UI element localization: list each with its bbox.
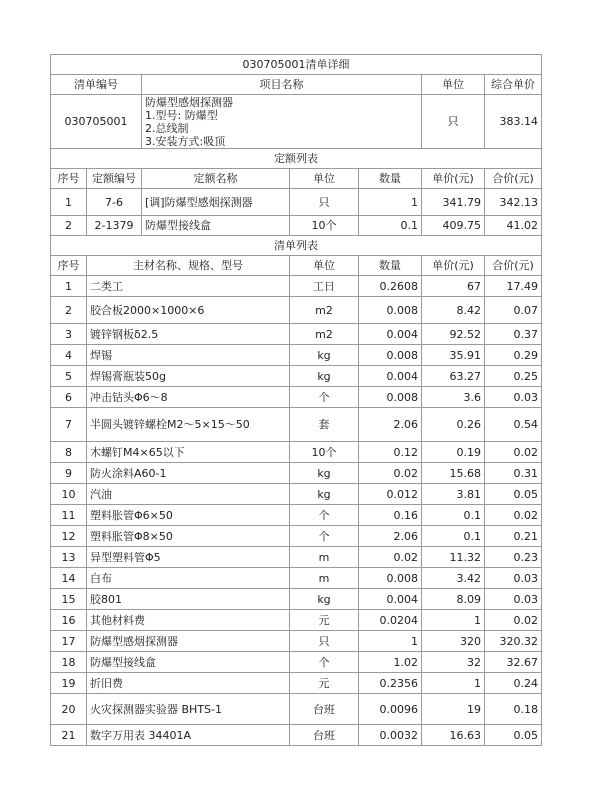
bill-code-header: 清单编号: [51, 75, 142, 95]
material-total: 0.03: [485, 387, 542, 408]
material-total: 0.21: [485, 526, 542, 547]
material-total: 0.54: [485, 408, 542, 442]
bill-name-header: 项目名称: [142, 75, 422, 95]
material-unit-price: 19: [422, 694, 485, 725]
material-unit-price: 0.19: [422, 442, 485, 463]
material-unit-price: 67: [422, 276, 485, 297]
material-unit: kg: [290, 484, 359, 505]
material-qty: 0.004: [359, 324, 422, 345]
material-no: 18: [51, 652, 87, 673]
material-qty: 1: [359, 631, 422, 652]
material-no: 15: [51, 589, 87, 610]
material-unit: 台班: [290, 725, 359, 746]
material-qty: 1.02: [359, 652, 422, 673]
material-name: 木螺钉M4×65以下: [87, 442, 290, 463]
material-total: 0.18: [485, 694, 542, 725]
material-name: 塑料胀管Φ6×50: [87, 505, 290, 526]
material-unit-price: 11.32: [422, 547, 485, 568]
material-unit-price: 1: [422, 673, 485, 694]
material-total: 32.67: [485, 652, 542, 673]
material-no: 2: [51, 297, 87, 324]
material-name: 白布: [87, 568, 290, 589]
material-row: [51, 366, 542, 387]
material-unit: 10个: [290, 442, 359, 463]
quota-unit-header: 单位: [290, 169, 359, 189]
material-row: [51, 463, 542, 484]
quota-unit-price-header: 单价(元): [422, 169, 485, 189]
material-name: 冲击钻头Φ6～8: [87, 387, 290, 408]
material-qty: 2.06: [359, 408, 422, 442]
material-unit-price: 63.27: [422, 366, 485, 387]
quota-code: 7-6: [87, 189, 142, 216]
material-no: 21: [51, 725, 87, 746]
bill-name-line: 3.安装方式:吸顶: [145, 135, 226, 148]
quota-total: 342.13: [485, 189, 542, 216]
material-row: [51, 387, 542, 408]
material-unit-price: 8.09: [422, 589, 485, 610]
quota-qty: 0.1: [359, 216, 422, 236]
material-no: 11: [51, 505, 87, 526]
material-row: [51, 505, 542, 526]
quota-unit-price: 409.75: [422, 216, 485, 236]
material-total: 17.49: [485, 276, 542, 297]
material-row: [51, 725, 542, 746]
material-total: 0.29: [485, 345, 542, 366]
material-unit: 工日: [290, 276, 359, 297]
material-total: 0.25: [485, 366, 542, 387]
material-row: [51, 652, 542, 673]
material-row: [51, 345, 542, 366]
material-name: 折旧费: [87, 673, 290, 694]
bill-name-line: 防爆型感烟探测器: [145, 96, 233, 109]
bill-name-line: 1.型号: 防爆型: [145, 109, 218, 122]
quota-no-header: 序号: [51, 169, 87, 189]
quota-total-header: 合价(元): [485, 169, 542, 189]
material-row: [51, 526, 542, 547]
bill-detail-table: [50, 54, 542, 746]
material-total: 0.07: [485, 297, 542, 324]
bill-price-header: 综合单价: [485, 75, 542, 95]
material-row: [51, 673, 542, 694]
material-no: 4: [51, 345, 87, 366]
material-row: [51, 324, 542, 345]
material-name: 防火涂料A60-1: [87, 463, 290, 484]
quota-qty-header: 数量: [359, 169, 422, 189]
material-unit-price: 8.42: [422, 297, 485, 324]
bill-code: 030705001: [51, 95, 142, 149]
material-unit-price: 32: [422, 652, 485, 673]
material-section-title: 清单列表: [51, 236, 542, 256]
material-no: 19: [51, 673, 87, 694]
material-qty: 0.0032: [359, 725, 422, 746]
quota-qty: 1: [359, 189, 422, 216]
material-qty: 0.2356: [359, 673, 422, 694]
material-row: [51, 442, 542, 463]
material-name: 异型塑料管Φ5: [87, 547, 290, 568]
bill-unit-header: 单位: [422, 75, 485, 95]
quota-name-header: 定额名称: [142, 169, 290, 189]
quota-no: 1: [51, 189, 87, 216]
material-row: [51, 694, 542, 725]
material-name: 数字万用表 34401A: [87, 725, 290, 746]
material-qty: 0.2608: [359, 276, 422, 297]
material-unit-price: 0.1: [422, 505, 485, 526]
material-name: 焊锡膏瓶装50g: [87, 366, 290, 387]
material-unit: 个: [290, 505, 359, 526]
material-unit: 个: [290, 387, 359, 408]
material-unit: 元: [290, 673, 359, 694]
material-total: 0.03: [485, 568, 542, 589]
material-name: 汽油: [87, 484, 290, 505]
material-total: 0.02: [485, 442, 542, 463]
material-no: 16: [51, 610, 87, 631]
material-no: 20: [51, 694, 87, 725]
quota-total: 41.02: [485, 216, 542, 236]
material-unit-price: 35.91: [422, 345, 485, 366]
material-unit: m: [290, 568, 359, 589]
material-total: 0.02: [485, 610, 542, 631]
material-total: 0.37: [485, 324, 542, 345]
material-qty: 0.0096: [359, 694, 422, 725]
material-unit-price: 3.6: [422, 387, 485, 408]
quota-no: 2: [51, 216, 87, 236]
material-qty: 0.008: [359, 345, 422, 366]
bill-name: [142, 95, 422, 149]
material-unit: kg: [290, 589, 359, 610]
material-name: 半圆头镀锌螺栓M2～5×15～50: [87, 408, 290, 442]
material-total: 0.23: [485, 547, 542, 568]
material-qty: 0.0204: [359, 610, 422, 631]
material-total: 0.05: [485, 484, 542, 505]
material-unit-price: 3.42: [422, 568, 485, 589]
material-name: 焊锡: [87, 345, 290, 366]
material-no-header: 序号: [51, 256, 87, 276]
material-qty: 0.02: [359, 463, 422, 484]
material-no: 12: [51, 526, 87, 547]
material-no: 1: [51, 276, 87, 297]
material-unit-price: 0.1: [422, 526, 485, 547]
material-total: 0.03: [485, 589, 542, 610]
material-unit-price: 320: [422, 631, 485, 652]
material-row: [51, 589, 542, 610]
quota-section-title: 定额列表: [51, 149, 542, 169]
material-qty-header: 数量: [359, 256, 422, 276]
material-total: 0.05: [485, 725, 542, 746]
material-name: 胶801: [87, 589, 290, 610]
material-name: 胶合板2000×1000×6: [87, 297, 290, 324]
material-row: [51, 610, 542, 631]
material-unit: 个: [290, 652, 359, 673]
material-total: 0.24: [485, 673, 542, 694]
material-qty: 0.008: [359, 387, 422, 408]
bill-unit: 只: [422, 95, 485, 149]
material-row: [51, 276, 542, 297]
material-unit: 个: [290, 526, 359, 547]
material-name: 火灾探测器实验器 BHTS-1: [87, 694, 290, 725]
material-no: 6: [51, 387, 87, 408]
material-name: 塑料胀管Φ8×50: [87, 526, 290, 547]
material-row: [51, 297, 542, 324]
doc-title: 030705001清单详细: [51, 55, 542, 75]
material-no: 8: [51, 442, 87, 463]
material-no: 17: [51, 631, 87, 652]
material-row: [51, 568, 542, 589]
material-unit-price: 16.63: [422, 725, 485, 746]
material-unit: 台班: [290, 694, 359, 725]
material-name-header: 主材名称、规格、型号: [87, 256, 290, 276]
material-row: [51, 408, 542, 442]
bill-price: 383.14: [485, 95, 542, 149]
material-no: 3: [51, 324, 87, 345]
material-unit: 只: [290, 631, 359, 652]
quota-name: 防爆型接线盒: [142, 216, 290, 236]
quota-unit: 10个: [290, 216, 359, 236]
material-row: [51, 631, 542, 652]
material-name: 防爆型接线盒: [87, 652, 290, 673]
material-no: 7: [51, 408, 87, 442]
quota-name: [调]防爆型感烟探测器: [142, 189, 290, 216]
bill-name-line: 2.总线制: [145, 122, 189, 135]
material-qty: 0.004: [359, 589, 422, 610]
material-no: 9: [51, 463, 87, 484]
material-total: 0.02: [485, 505, 542, 526]
material-unit-price: 92.52: [422, 324, 485, 345]
material-qty: 0.004: [359, 366, 422, 387]
material-unit-header: 单位: [290, 256, 359, 276]
material-qty: 2.06: [359, 526, 422, 547]
material-name: 其他材料费: [87, 610, 290, 631]
material-no: 10: [51, 484, 87, 505]
quota-code-header: 定额编号: [87, 169, 142, 189]
material-total-header: 合价(元): [485, 256, 542, 276]
material-name: 防爆型感烟探测器: [87, 631, 290, 652]
material-total: 320.32: [485, 631, 542, 652]
material-qty: 0.02: [359, 547, 422, 568]
material-unit-price: 0.26: [422, 408, 485, 442]
material-no: 13: [51, 547, 87, 568]
material-qty: 0.012: [359, 484, 422, 505]
material-name: 二类工: [87, 276, 290, 297]
material-no: 14: [51, 568, 87, 589]
material-unit: 套: [290, 408, 359, 442]
material-unit: m: [290, 547, 359, 568]
quota-unit-price: 341.79: [422, 189, 485, 216]
material-unit-price: 15.68: [422, 463, 485, 484]
material-unit: m2: [290, 297, 359, 324]
material-qty: 0.008: [359, 568, 422, 589]
material-total: 0.31: [485, 463, 542, 484]
material-unit: kg: [290, 463, 359, 484]
material-unit: m2: [290, 324, 359, 345]
material-unit: 元: [290, 610, 359, 631]
material-unit: kg: [290, 366, 359, 387]
material-unit-price: 3.81: [422, 484, 485, 505]
material-unit-price-header: 单价(元): [422, 256, 485, 276]
material-row: [51, 547, 542, 568]
quota-code: 2-1379: [87, 216, 142, 236]
material-qty: 0.12: [359, 442, 422, 463]
material-no: 5: [51, 366, 87, 387]
quota-unit: 只: [290, 189, 359, 216]
material-qty: 0.16: [359, 505, 422, 526]
material-qty: 0.008: [359, 297, 422, 324]
material-row: [51, 484, 542, 505]
material-name: 镀锌钢板δ2.5: [87, 324, 290, 345]
material-unit: kg: [290, 345, 359, 366]
material-unit-price: 1: [422, 610, 485, 631]
